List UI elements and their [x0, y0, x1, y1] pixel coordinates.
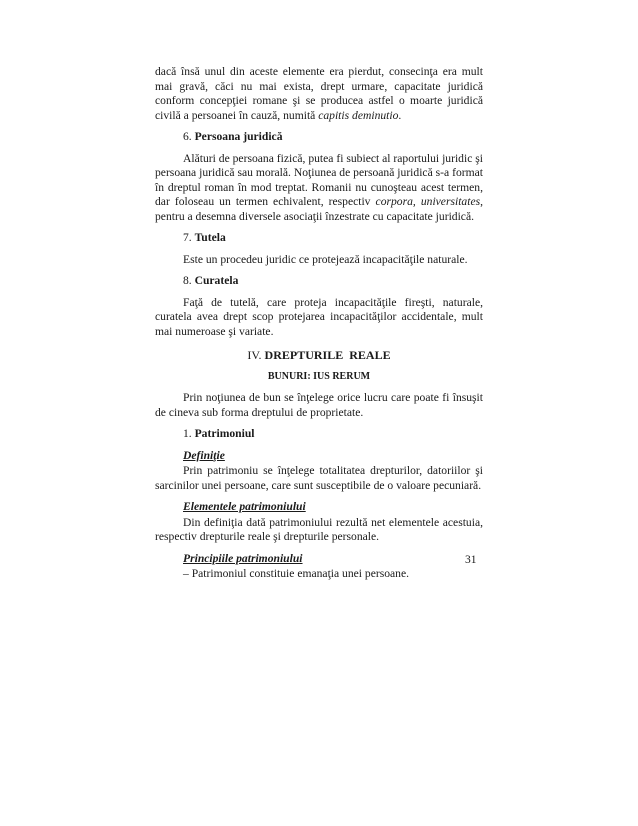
intro-end: . [398, 108, 402, 122]
heading-persoana-juridica [155, 130, 483, 145]
heading-number: 1. [183, 427, 195, 440]
intro-term: capitis deminutio [318, 108, 399, 122]
paragraph-tutela: Este un procedeu juridic ce protejează incapacităţile naturale. [183, 252, 468, 266]
subheading-elemente: Elementele patrimoniului [183, 500, 306, 513]
heading-patrimoniul [155, 427, 483, 442]
chapter-heading [155, 348, 483, 363]
page-content [155, 65, 483, 582]
heading-tutela [155, 231, 483, 246]
list-item-principiu: – Patrimoniul constituie emanaţia unei persoane. [183, 567, 410, 580]
subheading-definitie: Definiţie [183, 448, 225, 462]
intro-text: dacă însă unul din aceste elemente era pierdut, consecinţa era mult mai gravă, căci nu mai exista, drept urmare, capacitate juridică conform concepţiei romane şi se producea astfel o moarte juridică civilă a persoanei în cauză, numită [155, 65, 483, 122]
paragraph-bunuri: Prin noţiunea de bun se înţelege orice lucru care poate fi însuşit de cineva sub forma dreptului de proprietate. [155, 391, 483, 419]
paragraph-text-end: , pentru a desemna diversele asociaţii înzestrate cu capacitate juridică. [155, 195, 484, 223]
page-number: 31 [465, 554, 477, 566]
paragraph-text: Alături de persoana fizică, putea fi subiect al raportului juridic şi persoana juridică sau morală. Noţiunea de persoană juridică s-a format în dreptul roman în mod treptat. Romanii nu cunoşteau acest termen, dar foloseau un termen echivalent, respectiv [155, 151, 483, 208]
heading-curatela [155, 274, 483, 289]
heading-number: 8. [183, 274, 195, 287]
paragraph-elemente: Din definiţia dată patrimoniului rezultă net elementele acestuia, respectiv drepturile reale şi drepturile personale. [155, 515, 483, 543]
heading-title: Curatela [194, 274, 239, 287]
heading-number: 6. [183, 130, 195, 143]
heading-title: Patrimoniul [194, 427, 255, 440]
heading-number: 7. [183, 231, 195, 244]
section-heading: BUNURI: IUS RERUM [267, 370, 371, 382]
paragraph-persoana-juridica [155, 152, 483, 225]
heading-title: Tutela [194, 231, 226, 244]
chapter-number: IV. [247, 348, 265, 362]
paragraph-term: corpora, universitates [375, 195, 481, 208]
paragraph-definitie: Prin patrimoniu se înţelege totalitatea drepturilor, datoriilor şi sarcinilor unei persoane, care sunt susceptibile de o valoare pecuniară. [155, 464, 483, 492]
heading-title: Persoana juridică [194, 130, 283, 143]
paragraph-curatela: Faţă de tutelă, care proteja incapacităţile fireşti, naturale, curatela avea drept scop protejarea incapacităţilor accidentale, mult mai numeroase şi variate. [155, 295, 483, 338]
subheading-principii: Principiile patrimoniului [183, 551, 303, 565]
intro-paragraph [155, 65, 483, 123]
chapter-title: DREPTURILE REALE [264, 348, 391, 362]
